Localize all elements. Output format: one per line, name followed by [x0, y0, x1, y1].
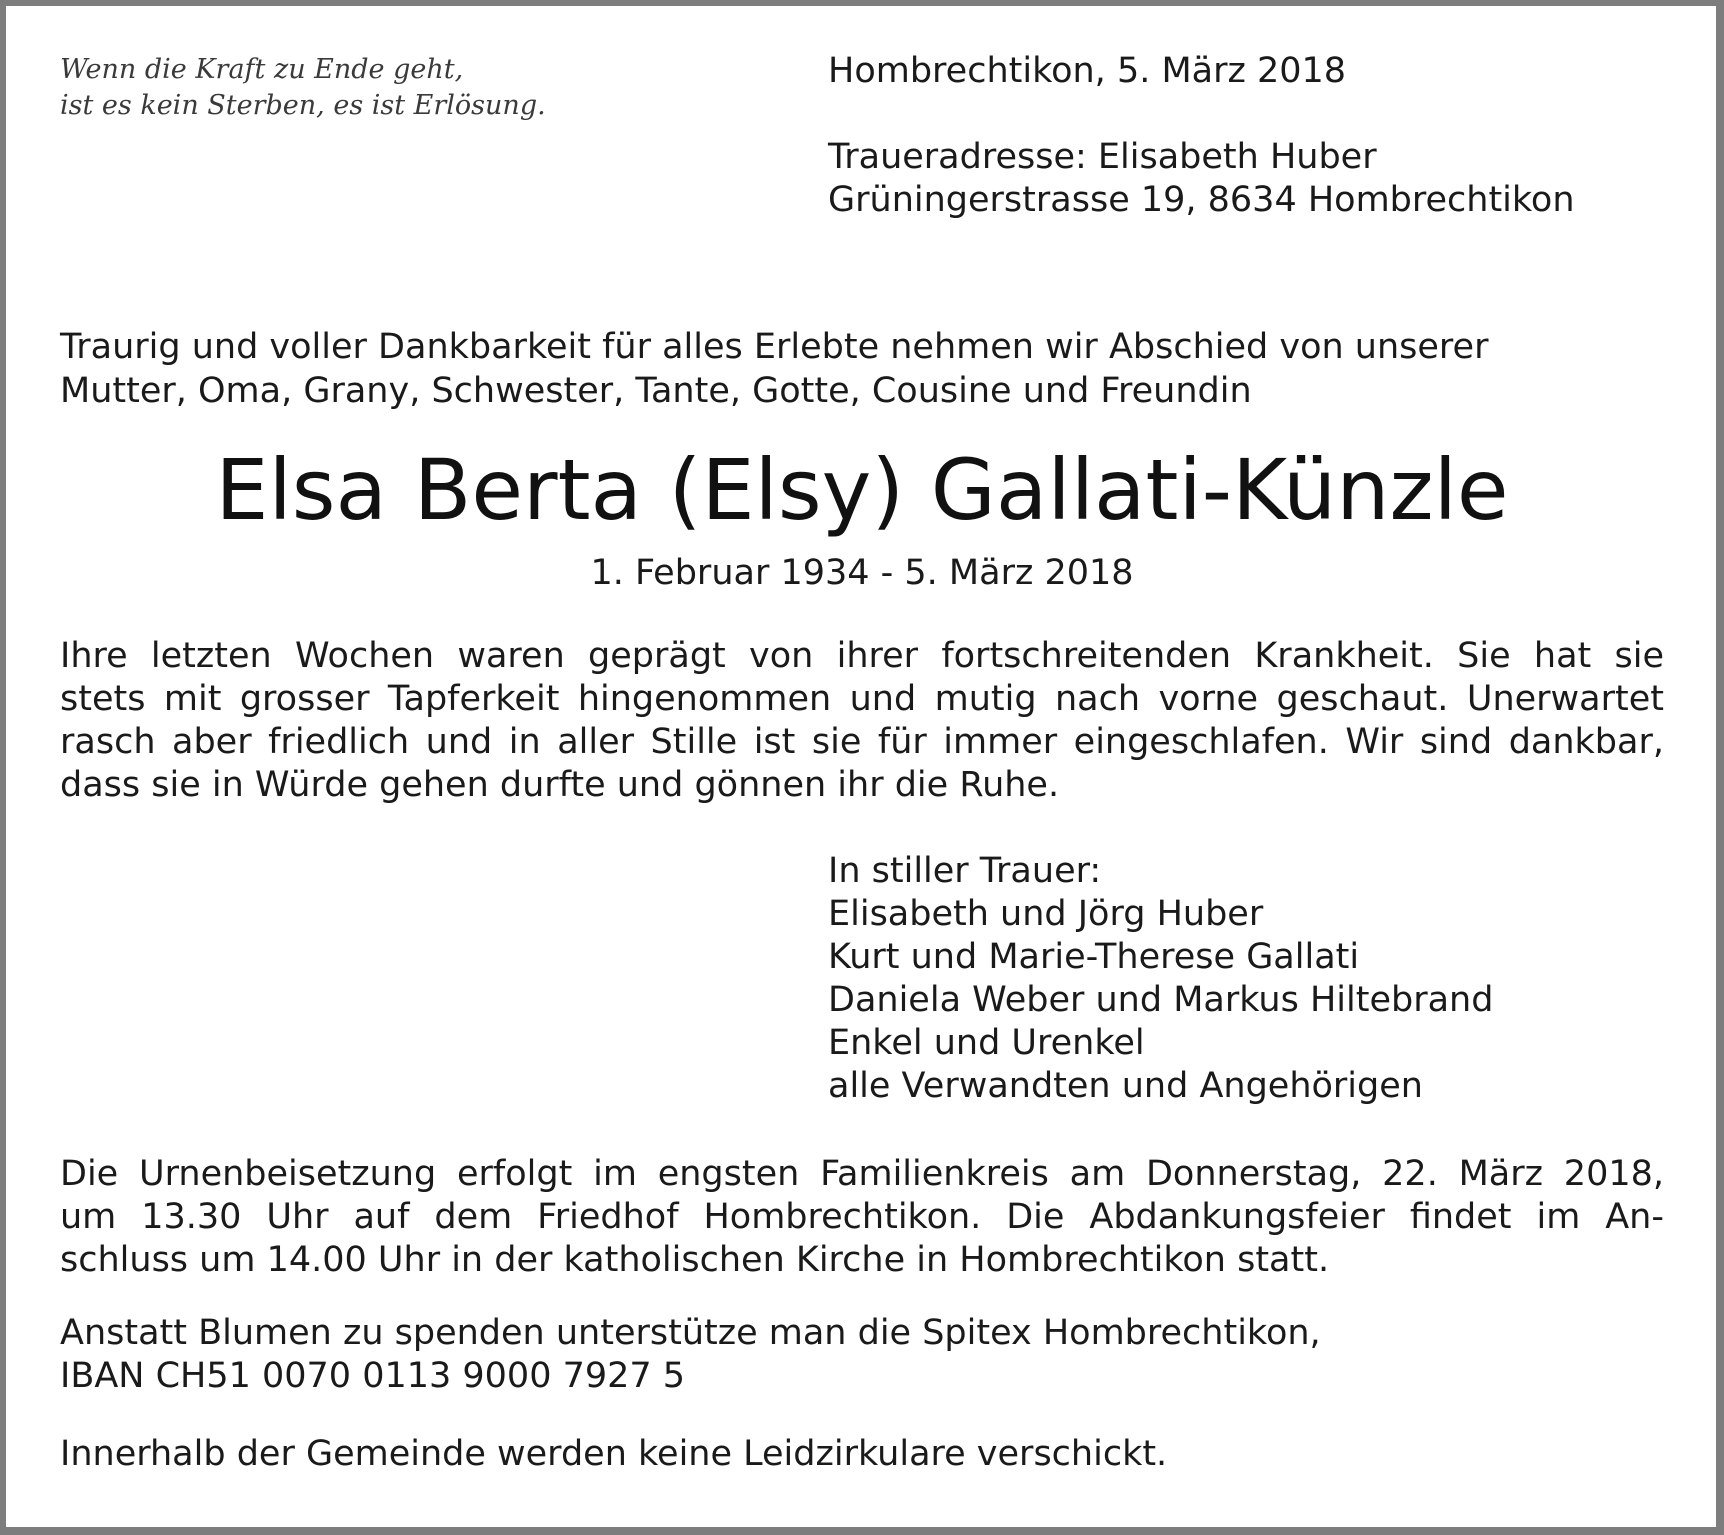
burial-paragraph — [60, 1153, 1664, 1282]
weeks-paragraph — [60, 635, 1664, 807]
address-line: Traueradresse: Elisabeth Huber — [828, 137, 1377, 177]
motto-line: Wenn die Kraft zu Ende geht, — [60, 54, 464, 85]
iban-line: IBAN CH51 0070 0113 9000 7927 5 — [60, 1356, 686, 1396]
donation-note — [60, 1312, 1664, 1398]
motto-quote — [60, 52, 546, 124]
address-line: Grüningerstrasse 19, 8634 Hombrechtikon — [828, 180, 1575, 220]
paragraph-line: stets mit grosser Tapferkeit hingenommen und mutig nach vorne geschaut. Unerwartet — [60, 679, 1664, 719]
circular-note — [60, 1433, 1664, 1476]
mourner-name: Elisabeth und Jörg Huber — [828, 894, 1264, 934]
donation-line: Anstatt Blumen zu spenden unterstütze man die Spitex Hombrechtikon, — [60, 1313, 1321, 1353]
intro-text — [60, 325, 1488, 413]
paragraph-line: rasch aber friedlich und in aller Stille ist sie für immer eingeschlafen. Wir sind dankbar, — [60, 722, 1664, 762]
mourner-name: alle Verwandten und Angehörigen — [828, 1066, 1423, 1106]
paragraph-line: schluss um 14.00 Uhr in der katholischen Kirche in Hombrechtikon statt. — [60, 1240, 1330, 1280]
place-and-date — [828, 50, 1346, 93]
motto-line: ist es kein Sterben, es ist Erlösung. — [60, 90, 546, 121]
paragraph-line: Die Urnenbeisetzung erfolgt im engsten Familienkreis am Donnerstag, 22. März 2018, — [60, 1154, 1664, 1194]
mourner-name: Kurt und Marie-Therese Gallati — [828, 937, 1360, 977]
mourners-list — [828, 850, 1493, 1108]
paragraph-line: um 13.30 Uhr auf dem Friedhof Hombrechtikon. Die Abdankungsfeier findet im An- — [60, 1197, 1664, 1237]
intro-line: Mutter, Oma, Grany, Schwester, Tante, Gotte, Cousine und Freundin — [60, 371, 1252, 411]
intro-line: Traurig und voller Dankbarkeit für alles Erlebte nehmen wir Abschied von unserer — [60, 327, 1489, 367]
mourners-heading: In stiller Trauer: — [828, 851, 1102, 891]
paragraph-line: dass sie in Würde gehen durfte und gönnen ihr die Ruhe. — [60, 765, 1060, 805]
deceased-name: Elsa Berta (Elsy) Gallati-Künzle — [215, 441, 1509, 539]
mourner-name: Enkel und Urenkel — [828, 1023, 1145, 1063]
lifespan-dates: 1. Februar 1934 - 5. März 2018 — [590, 553, 1134, 593]
mourner-name: Daniela Weber und Markus Hiltebrand — [828, 980, 1494, 1020]
place-date-text: Hombrechtikon, 5. März 2018 — [828, 51, 1347, 91]
paragraph-line: Ihre letzten Wochen waren geprägt von ihrer fortschreitenden Krankheit. Sie hat sie — [60, 636, 1664, 676]
circular-note-text: Innerhalb der Gemeinde werden keine Leidzirkulare verschickt. — [60, 1434, 1168, 1474]
mourning-address — [828, 136, 1575, 222]
